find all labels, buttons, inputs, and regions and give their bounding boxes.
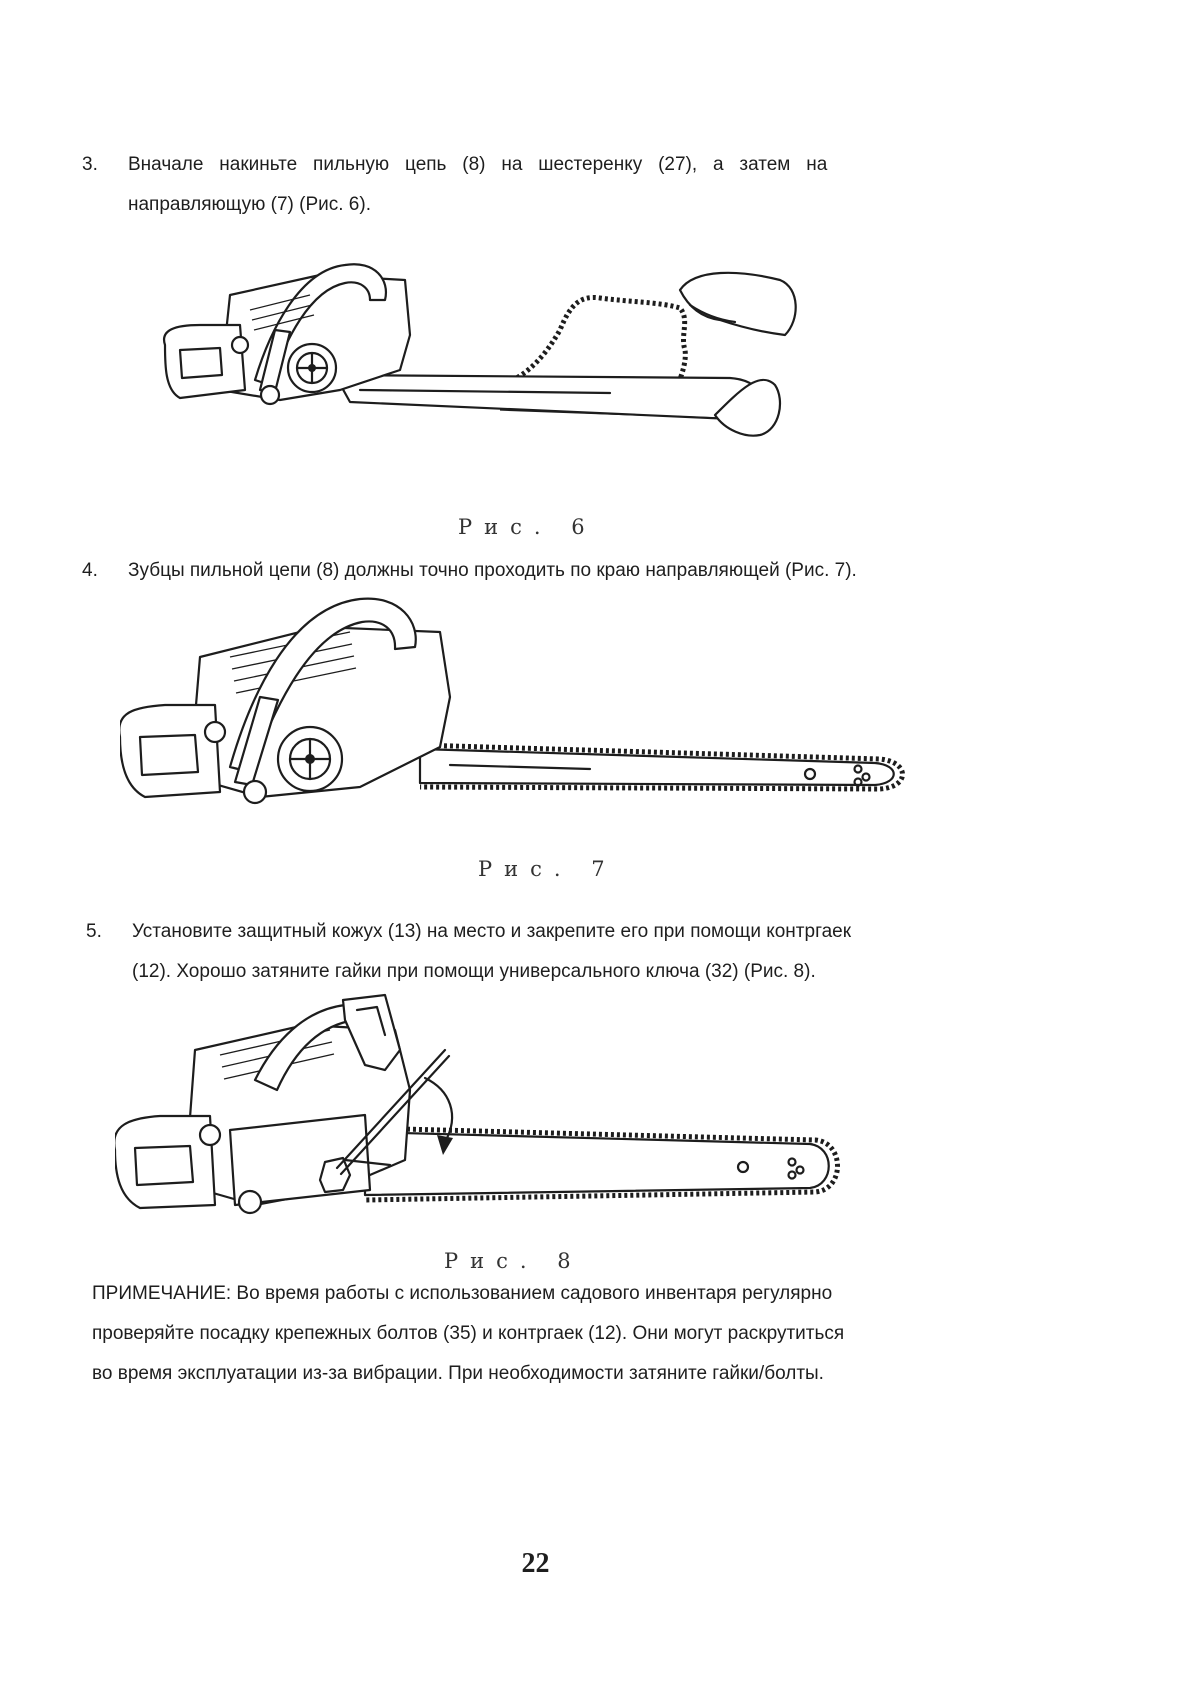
note-line: проверяйте посадку крепежных болтов (35) и контргаек (12). Они могут раскрутиться — [92, 1323, 845, 1344]
chainsaw-chain-mounting-illustration — [160, 250, 880, 480]
note-line: ПРИМЕЧАНИЕ: Во время работы с использованием садового инвентаря регулярно — [92, 1283, 833, 1304]
note-block — [92, 1274, 982, 1394]
step-text — [132, 912, 851, 992]
chainsaw-cover-tightening-illustration — [115, 990, 855, 1245]
guide-bar — [335, 375, 763, 420]
step-text — [128, 145, 827, 225]
step-line: (12). Хорошо затяните гайки при помощи универсального ключа (32) (Рис. 8). — [132, 961, 816, 982]
universal-wrench — [320, 1158, 350, 1192]
guide-bar — [365, 1132, 829, 1195]
step-line: направляющую (7) (Рис. 6). — [128, 194, 371, 215]
figure-6-caption: Рис. 6 — [458, 515, 597, 539]
step-5 — [86, 912, 1026, 1002]
step-line: Установите защитный кожух (13) на место и закрепите его при помощи контргаек — [132, 921, 852, 942]
chainsaw-chain-on-bar-illustration — [120, 587, 920, 842]
step-number: 3. — [82, 154, 98, 175]
figure-8-caption: Рис. 8 — [444, 1249, 583, 1273]
step-4 — [82, 551, 1002, 591]
note-line: во время эксплуатации из-за вибрации. При необходимости затяните гайки/болты. — [92, 1363, 824, 1384]
step-number: 4. — [82, 560, 98, 581]
hand — [680, 273, 796, 335]
step-3 — [82, 145, 982, 235]
page-number: 22 — [521, 1548, 550, 1579]
step-line: Зубцы пильной цепи (8) должны точно проходить по краю направляющей (Рис. 7). — [128, 560, 857, 581]
figure-7-caption: Рис. 7 — [478, 857, 617, 881]
step-line: Вначале накиньте пильную цепь (8) на шестеренку (27), а затем на — [128, 154, 828, 175]
step-number: 5. — [86, 921, 102, 942]
step-text — [128, 551, 857, 591]
